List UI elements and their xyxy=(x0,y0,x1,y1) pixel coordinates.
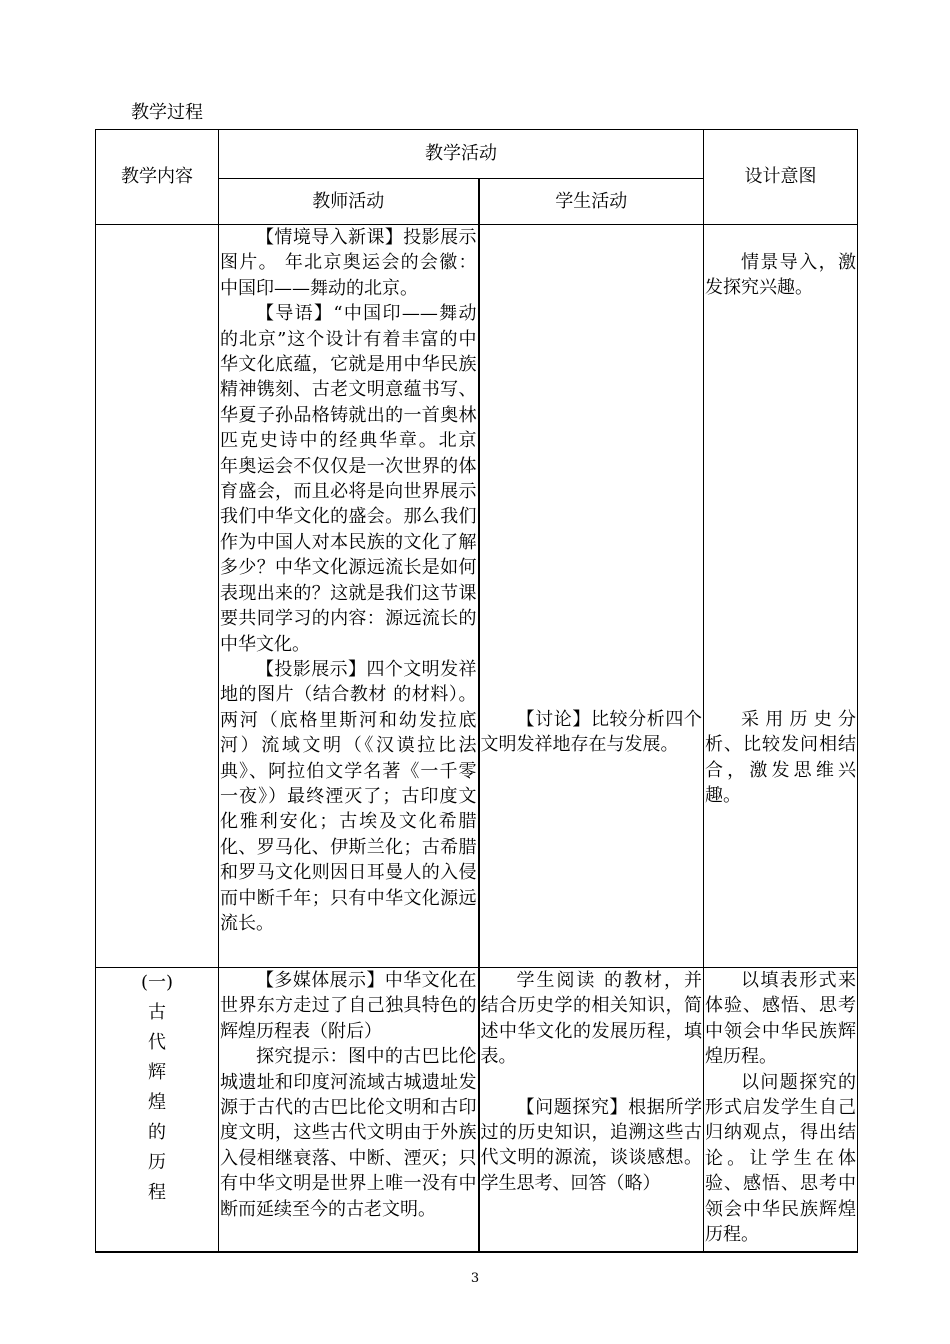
row1-teacher-para: 【投影展示】四个文明发祥地的图片（结合教材 的材料）。 两河（底格里斯河和幼发拉底河）流域文明（《汉谟拉比法典》、阿拉伯文学名著《一千零一夜》）最终湮灭了；古印度文化雅利安化；古埃及文化希腊化、罗马化、伊斯兰化；古希腊和罗马文化则因日耳曼人的入侵而中断千年；只有中华文化源远流长。 xyxy=(220,658,477,934)
row2-student-para: 学生阅读 的教材，并结合历史学的相关知识，简述中华文化的发展历程，填表。 xyxy=(480,970,702,1068)
row2-student-cell xyxy=(479,968,704,1252)
row2-content-char: 历 xyxy=(148,1152,166,1173)
row2-content-char: (一) xyxy=(140,972,174,993)
row1-student-para: 【讨论】比较分析四个文明发祥地存在与发展。 xyxy=(480,709,702,756)
table-row xyxy=(96,225,858,968)
row1-teacher-para: 【情境导入新课】投影展示图片。 年北京奥运会的会徽：中国印——舞动的北京。 xyxy=(220,227,477,299)
header-student: 学生活动 xyxy=(479,179,704,225)
row1-intent-para: 采用历史分析、比较发问相结合，激发思维兴趣。 xyxy=(705,708,856,807)
row2-content-char: 辉 xyxy=(148,1062,166,1083)
header-content: 教学内容 xyxy=(96,130,219,225)
row2-content-char: 程 xyxy=(148,1182,166,1203)
row2-content-cell xyxy=(96,968,219,1252)
page-number: 3 xyxy=(470,1271,480,1286)
row2-teacher-para: 探究提示：图中的古巴比伦城遗址和印度河流域古城遗址发源于古代的古巴比伦文明和古印度文明，这些古代文明由于外族入侵相继衰落、中断、湮灭；只有中华文明是世界上唯一没有中断而延续至今的古老文明。 xyxy=(220,1046,477,1220)
row2-content-char: 的 xyxy=(148,1122,166,1143)
section-title: 教学过程 xyxy=(131,102,203,123)
row2-teacher-cell xyxy=(219,968,479,1252)
row2-content-char: 古 xyxy=(148,1002,166,1023)
row2-content-char: 煌 xyxy=(148,1092,166,1113)
row2-teacher-para: 【多媒体展示】中华文化在世界东方走过了自己独具特色的辉煌历程表（附后） xyxy=(220,970,477,1042)
row2-intent-para: 以问题探究的形式启发学生自己归纳观点，得出结论。让学生在体验、感悟、思考中领会中华民族辉煌历程。 xyxy=(705,1071,856,1246)
row1-intent-para: 情景导入，激发探究兴趣。 xyxy=(705,252,856,299)
row2-student-para: 【问题探究】根据所学过的历史知识，追溯这些古代文明的源流，谈谈感想。学生思考、回答（略） xyxy=(480,1096,702,1194)
row2-intent-cell xyxy=(704,968,858,1252)
header-activities: 教学活动 xyxy=(219,130,704,179)
row1-intent-cell xyxy=(704,225,858,968)
header-intent: 设计意图 xyxy=(704,130,858,225)
header-teacher: 教师活动 xyxy=(219,179,479,225)
row2-intent-para: 以填表形式来体验、感悟、思考中领会中华民族辉煌历程。 xyxy=(705,970,856,1068)
row2-content-char: 代 xyxy=(148,1032,166,1053)
table-row xyxy=(96,968,858,1252)
row1-student-cell xyxy=(479,225,704,968)
row1-teacher-para: 【导语】“中国印——舞动的北京”这个设计有着丰富的中华文化底蕴，它就是用中华民族精神镌刻、古老文明意蕴书写、华夏子孙品格铸就出的一首奥林匹克史诗中的经典华章。北京 年奥运会不仅仅是一次世界的体育盛会，而且必将是向世界展示我们中华文化的盛会。那么我们作为中国人对本民族的文化了解多少？中华文化源远流长是如何表现出来的？这就是我们这节课要共同学习的内容：源远流长的中华文化。 xyxy=(220,303,477,655)
row1-content-cell xyxy=(96,225,219,968)
teaching-process-table xyxy=(95,129,858,1253)
row1-teacher-cell xyxy=(219,225,479,968)
